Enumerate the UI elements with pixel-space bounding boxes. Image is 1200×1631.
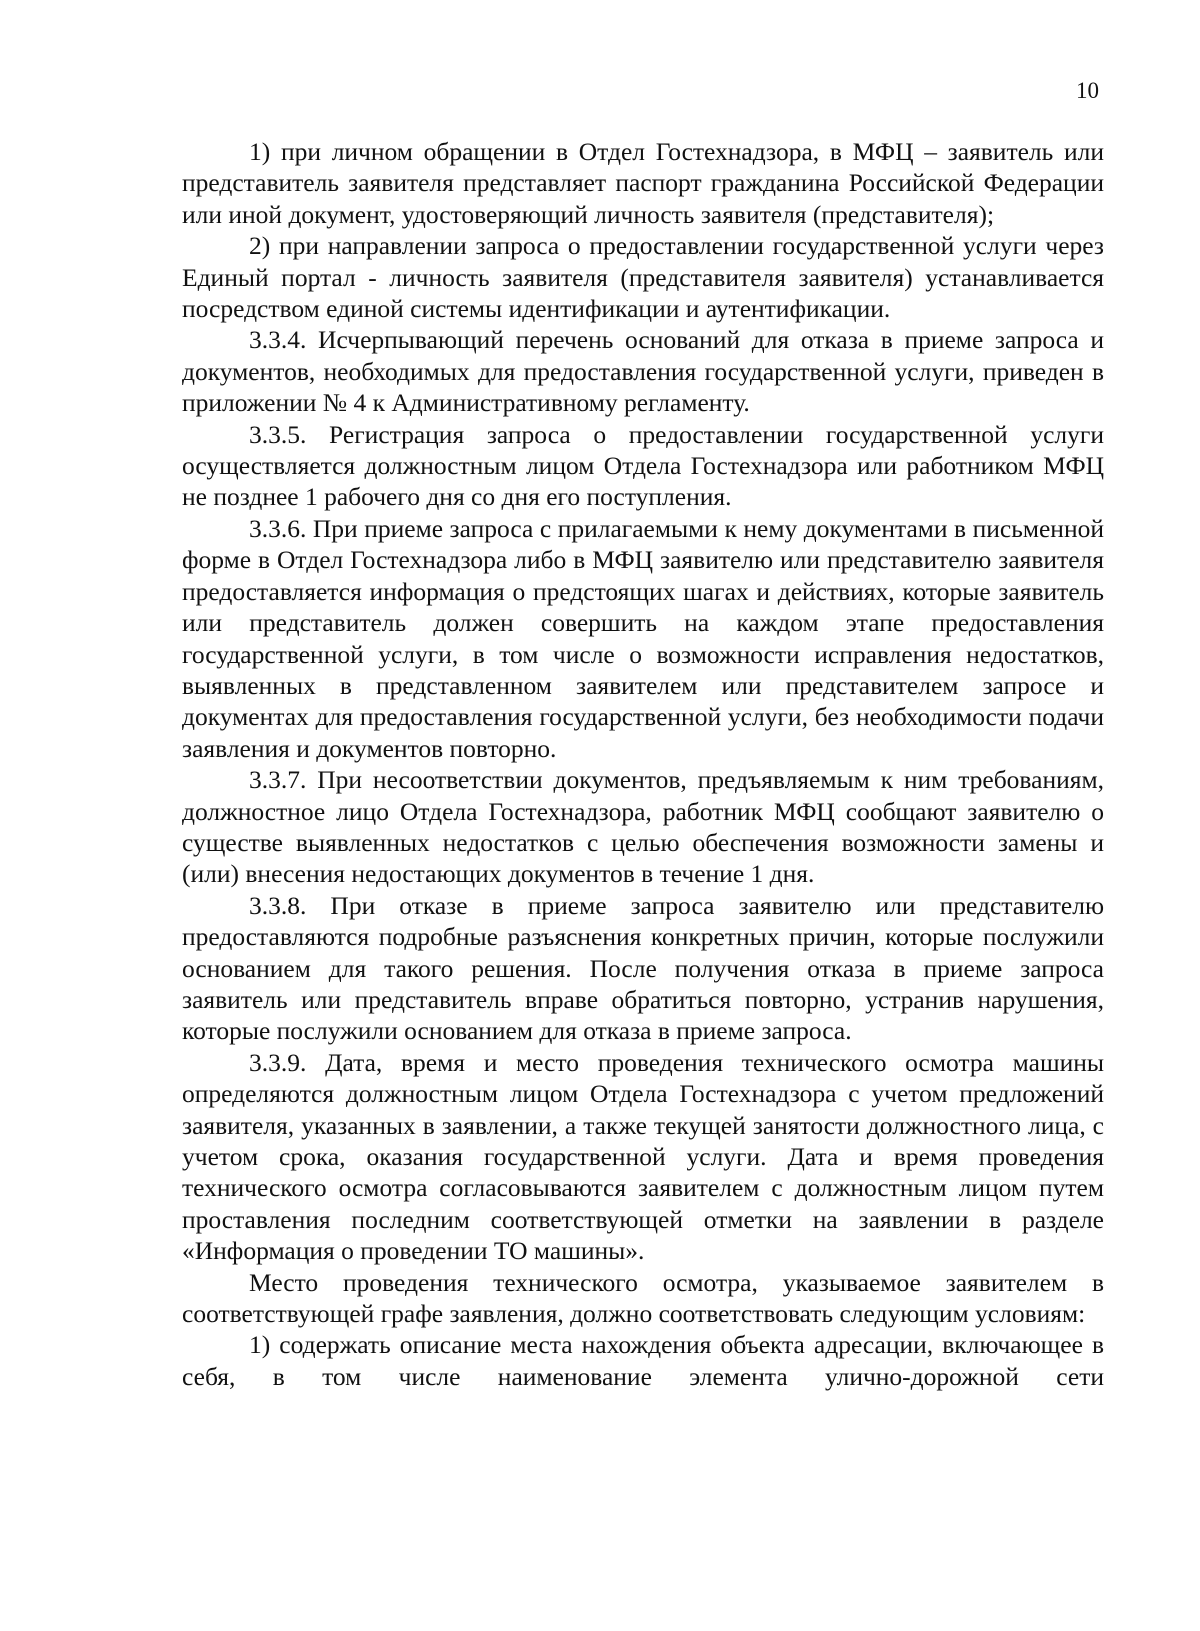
paragraph-identity-portal: 2) при направлении запроса о предоставлении государственной услуги через Единый портал - личность заявителя (представителя заявителя) устанавливается посредством единой системы идентификации и аутентификации. <box>182 231 1104 324</box>
page-number: 10 <box>1076 78 1099 103</box>
paragraph-3-3-7: 3.3.7. При несоответствии документов, предъявляемым к ним требованиям, должностное лицо Отдела Гостехнадзора, работник МФЦ сообщают заявителю о существе выявленных недостатков с целью обеспечения возможности замены и (или) внесения недостающих документов в течение 1 дня. <box>182 765 1104 889</box>
paragraph-condition-1: 1) содержать описание места нахождения объекта адресации, включающее в себя, в том числе наименование элемента улично-дорожной сети <box>182 1330 1104 1391</box>
paragraph-3-3-8: 3.3.8. При отказе в приеме запроса заявителю или представителю предоставляются подробные разъяснения конкретных причин, которые послужили основанием для такого решения. После получения отказа в приеме запроса заявитель или представитель вправе обратиться повторно, устранив нарушения, которые послужили основанием для отказа в приеме запроса. <box>182 890 1104 1046</box>
paragraph-3-3-9: 3.3.9. Дата, время и место проведения технического осмотра машины определяются должностным лицом Отдела Гостехнадзора с учетом предложений заявителя, указанных в заявлении, а также текущей занятости должностного лица, с учетом срока, оказания государственной услуги. Дата и время проведения технического осмотра согласовываются заявителем с должностным лицом путем проставления последним соответствующей отметки на заявлении в разделе «Информация о проведении ТО машины». <box>182 1047 1104 1266</box>
document-body <box>182 136 1104 1392</box>
paragraph-3-3-6: 3.3.6. При приеме запроса с прилагаемыми к нему документами в письменной форме в Отдел Гостехнадзора либо в МФЦ заявителю или представителю заявителя предоставляется информация о предстоящих шагах и действиях, которые заявитель или представитель должен совершить на каждом этапе предоставления государственной услуги, в том числе о возможности исправления недостатков, выявленных в представленном заявителем или представителем запросе и документах для предоставления государственной услуги, без необходимости подачи заявления и документов повторно. <box>182 513 1104 763</box>
paragraph-3-3-4: 3.3.4. Исчерпывающий перечень оснований для отказа в приеме запроса и документов, необходимых для предоставления государственной услуги, приведен в приложении № 4 к Административному регламенту. <box>182 325 1104 418</box>
paragraph-inspection-place: Место проведения технического осмотра, указываемое заявителем в соответствующей графе заявления, должно соответствовать следующим условиям: <box>182 1267 1104 1329</box>
paragraph-3-3-5: 3.3.5. Регистрация запроса о предоставлении государственной услуги осуществляется должностным лицом Отдела Гостехнадзора или работником МФЦ не позднее 1 рабочего дня со дня его поступления. <box>182 419 1104 512</box>
paragraph-identity-in-person: 1) при личном обращении в Отдел Гостехнадзора, в МФЦ – заявитель или представитель заявителя представляет паспорт гражданина Российской Федерации или иной документ, удостоверяющий личность заявителя (представителя); <box>182 137 1104 229</box>
